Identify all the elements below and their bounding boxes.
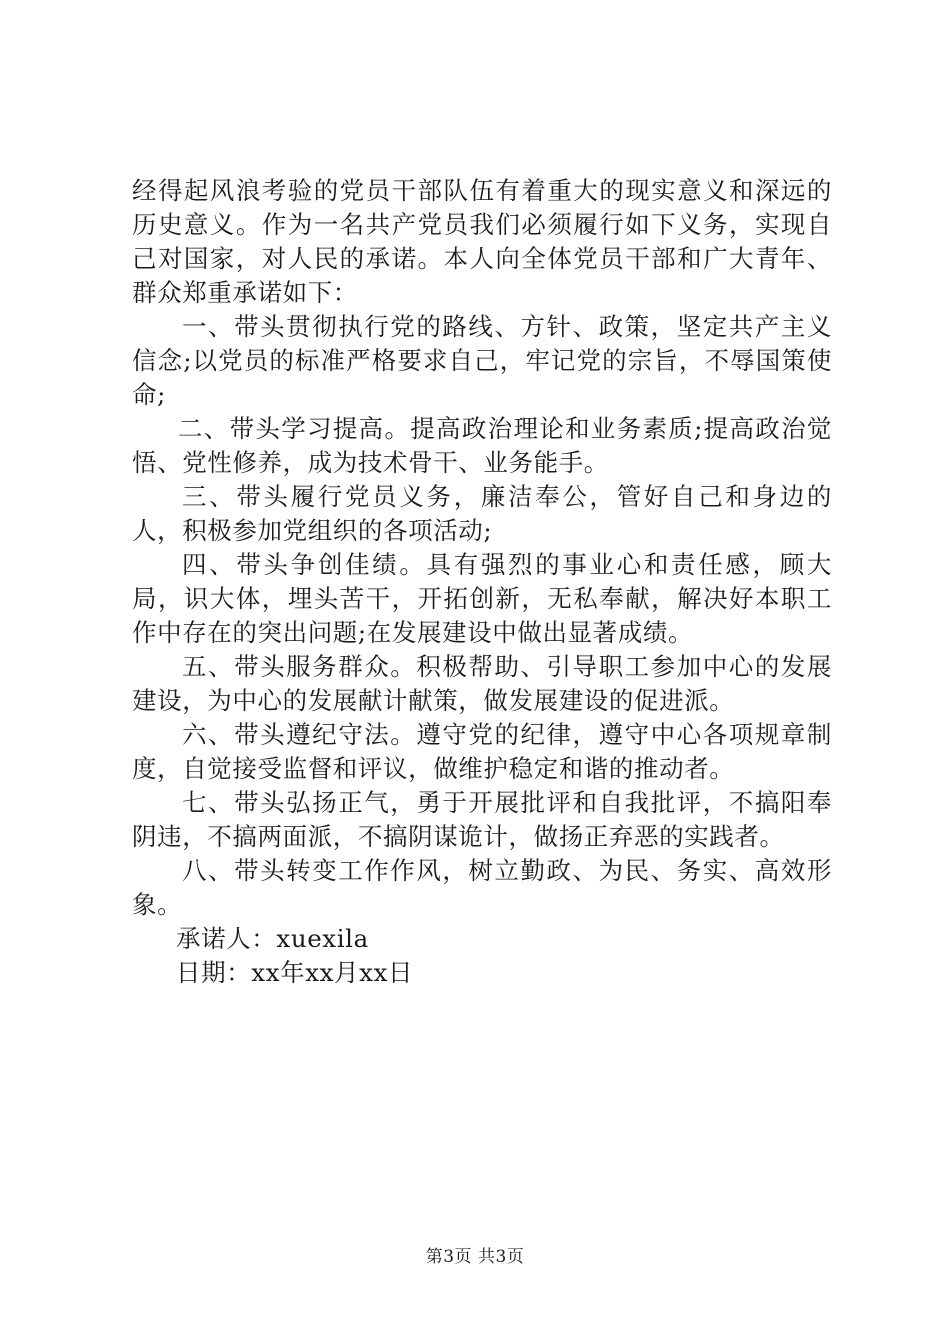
pledge-item-2: 二、带头学习提高。提高政治理论和业务素质;提高政治觉悟、党性修养，成为技术骨干、业务能手。 xyxy=(132,414,832,477)
pledge-item-1: 一、带头贯彻执行党的路线、方针、政策，坚定共产主义信念;以党员的标准严格要求自己，牢记党的宗旨，不辱国策使命; xyxy=(132,312,832,409)
intro-paragraph: 经得起风浪考验的党员干部队伍有着重大的现实意义和深远的历史意义。作为一名共产党员我们必须履行如下义务，实现自己对国家，对人民的承诺。本人向全体党员干部和广大青年、群众郑重承诺如下： xyxy=(132,176,832,307)
document-body xyxy=(132,174,832,990)
pledge-item-8: 八、带头转变工作作风，树立勤政、为民、务实、高效形象。 xyxy=(132,856,832,919)
signatory-line: 承诺人：xuexila xyxy=(176,924,369,953)
pledge-item-6: 六、带头遵纪守法。遵守党的纪律，遵守中心各项规章制度，自觉接受监督和评议，做维护稳定和谐的推动者。 xyxy=(132,720,832,783)
page-number-footer: 第3页 共3页 xyxy=(425,1247,525,1267)
pledge-item-5: 五、带头服务群众。积极帮助、引导职工参加中心的发展建设，为中心的发展献计献策，做发展建设的促进派。 xyxy=(132,652,832,715)
pledge-item-3: 三、带头履行党员义务，廉洁奉公，管好自己和身边的人，积极参加党组织的各项活动; xyxy=(132,482,832,545)
date-line: 日期：xx年xx月xx日 xyxy=(176,958,414,987)
pledge-item-4: 四、带头争创佳绩。具有强烈的事业心和责任感，顾大局，识大体，埋头苦干，开拓创新，无私奉献，解决好本职工作中存在的突出问题;在发展建设中做出显著成绩。 xyxy=(132,550,832,647)
pledge-item-7: 七、带头弘扬正气，勇于开展批评和自我批评，不搞阳奉阴违，不搞两面派，不搞阴谋诡计，做扬正弃恶的实践者。 xyxy=(132,788,832,851)
